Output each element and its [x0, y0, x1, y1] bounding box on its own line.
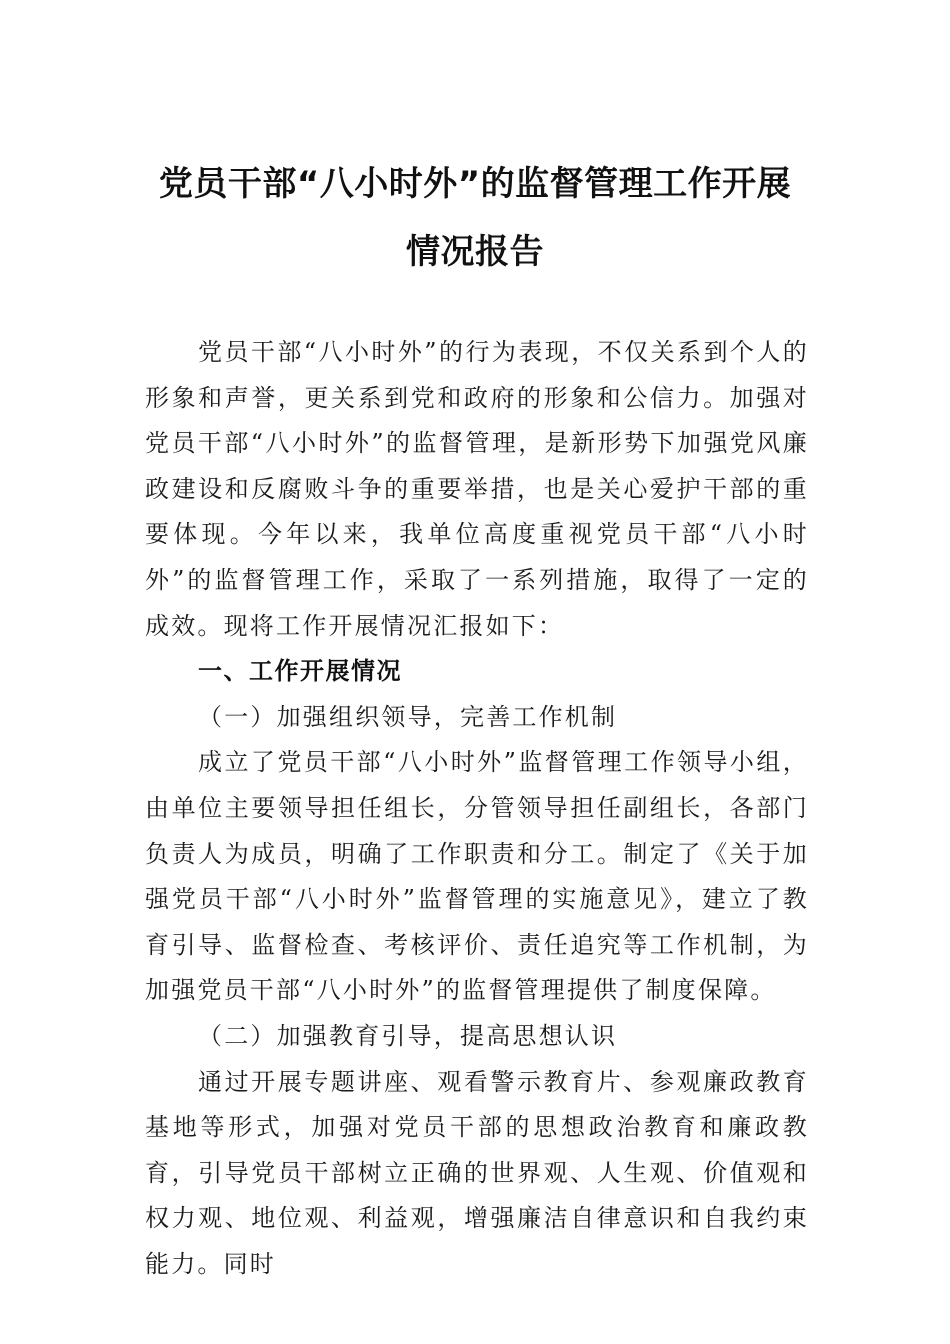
document-body	[145, 330, 809, 1287]
subsection-heading-organization: （一）加强组织领导，完善工作机制	[198, 702, 618, 731]
intro-paragraph: 党员干部“八小时外”的行为表现，不仅关系到个人的形象和声誉，更关系到党和政府的形象和公信力。加强对党员干部“八小时外”的监督管理，是新形势下加强党风廉政建设和反腐败斗争的重要举措，也是关心爱护干部的重要体现。今年以来，我单位高度重视党员干部“八小时外”的监督管理工作，采取了一系列措施，取得了一定的成效。现将工作开展情况汇报如下：	[145, 338, 809, 640]
subsection-heading-education: （二）加强教育引导，提高思想认识	[198, 1021, 618, 1050]
subsection-paragraph-education: 通过开展专题讲座、观看警示教育片、参观廉政教育基地等形式，加强对党员干部的思想政治教育和廉政教育，引导党员干部树立正确的世界观、人生观、价值观和权力观、地位观、利益观，增强廉洁自律意识和自我约束能力。同时	[145, 1067, 809, 1278]
subsection-paragraph-organization: 成立了党员干部“八小时外”监督管理工作领导小组，由单位主要领导担任组长，分管领导担任副组长，各部门负责人为成员，明确了工作职责和分工。制定了《关于加强党员干部“八小时外”监督管理的实施意见》，建立了教育引导、监督检查、考核评价、责任追究等工作机制，为加强党员干部“八小时外”的监督管理提供了制度保障。	[145, 748, 809, 1005]
document-title: 党员干部“八小时外”的监督管理工作开展情况报告	[158, 164, 792, 272]
section-heading-work-status: 一、工作开展情况	[198, 657, 402, 686]
